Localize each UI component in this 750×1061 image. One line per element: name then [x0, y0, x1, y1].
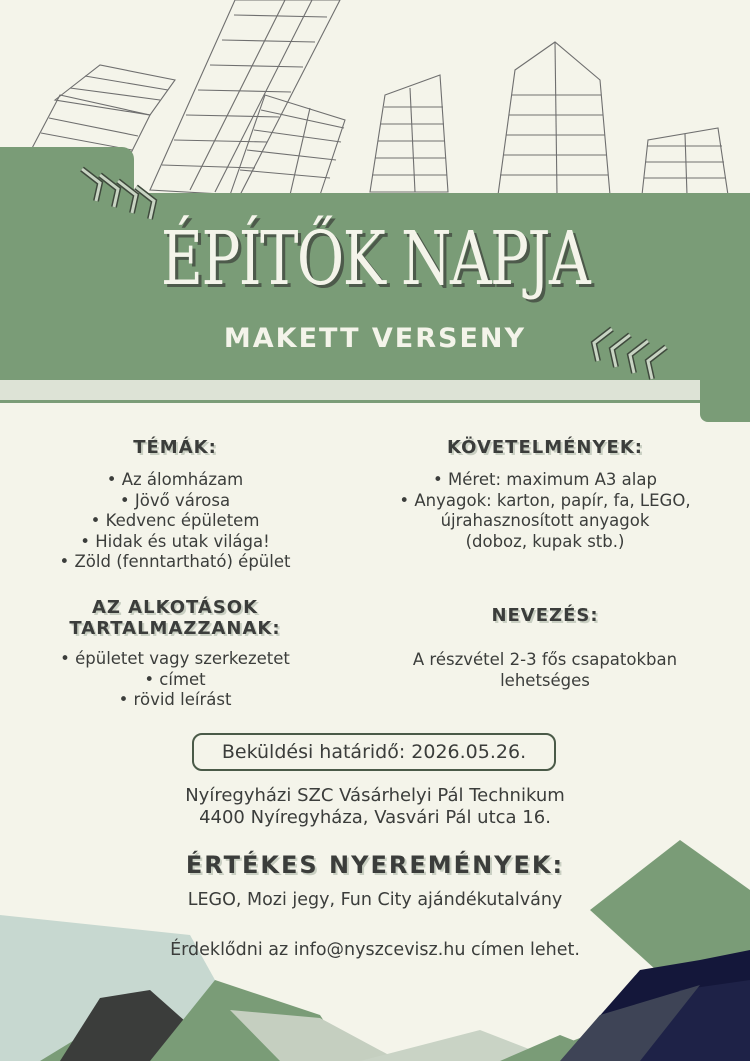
topics-list — [25, 470, 325, 573]
list-item: • Méret: maximum A3 alap — [433, 470, 657, 489]
prizes-text: LEGO, Mozi jegy, Fun City ajándékutalvány — [187, 890, 563, 910]
page-title: ÉPÍTŐK NAPJA — [160, 216, 590, 302]
prizes-heading: ÉRTÉKES NYEREMÉNYEK: — [185, 851, 565, 879]
contact-text: Érdeklődni az info@nyszcevisz.hu címen lehet. — [170, 940, 580, 960]
entry-text — [380, 650, 710, 691]
requirements-list — [380, 470, 710, 552]
school-address — [0, 785, 750, 829]
page-subtitle: MAKETT VERSENY — [223, 323, 527, 354]
entry-line: lehetséges — [500, 670, 590, 690]
list-item: • rövid leírást — [118, 690, 232, 709]
entry-heading: NEVEZÉS: — [491, 605, 599, 626]
list-item: • Kedvenc épületem — [90, 511, 260, 530]
school-street: 4400 Nyíregyháza, Vasvári Pál utca 16. — [199, 807, 551, 828]
chevron-right-icon — [78, 165, 160, 223]
requirements-heading: KÖVETELMÉNYEK: — [447, 437, 643, 458]
banner-shadow — [0, 380, 750, 402]
list-item: • Az álomházam — [106, 470, 244, 489]
topics-heading: TÉMÁK: — [133, 437, 217, 458]
list-item: • épületet vagy szerkezetet — [60, 649, 290, 668]
banner-tab-right — [700, 380, 750, 422]
list-item: • Hidak és utak világa! — [80, 531, 270, 551]
list-item: (doboz, kupak stb.) — [465, 531, 625, 551]
deadline-badge: Beküldési határidő: 2026.05.26. — [192, 733, 556, 771]
list-item: • Zöld (fenntartható) épület — [59, 552, 291, 571]
list-item: • címet — [144, 669, 206, 689]
list-item: újrahasznosított anyagok — [440, 511, 650, 530]
entry-line: A részvétel 2-3 fős csapatokban — [412, 650, 678, 669]
school-name: Nyíregyházi SZC Vásárhelyi Pál Technikum — [185, 785, 565, 806]
banner-divider — [0, 400, 750, 403]
contents-heading-line: TARTALMAZZANAK: — [69, 618, 281, 639]
contents-heading-line: AZ ALKOTÁSOK — [91, 597, 259, 618]
contents-heading — [30, 597, 320, 639]
list-item: • Jövő városa — [119, 490, 231, 510]
contents-list — [25, 649, 325, 711]
list-item: • Anyagok: karton, papír, fa, LEGO, — [399, 490, 691, 510]
